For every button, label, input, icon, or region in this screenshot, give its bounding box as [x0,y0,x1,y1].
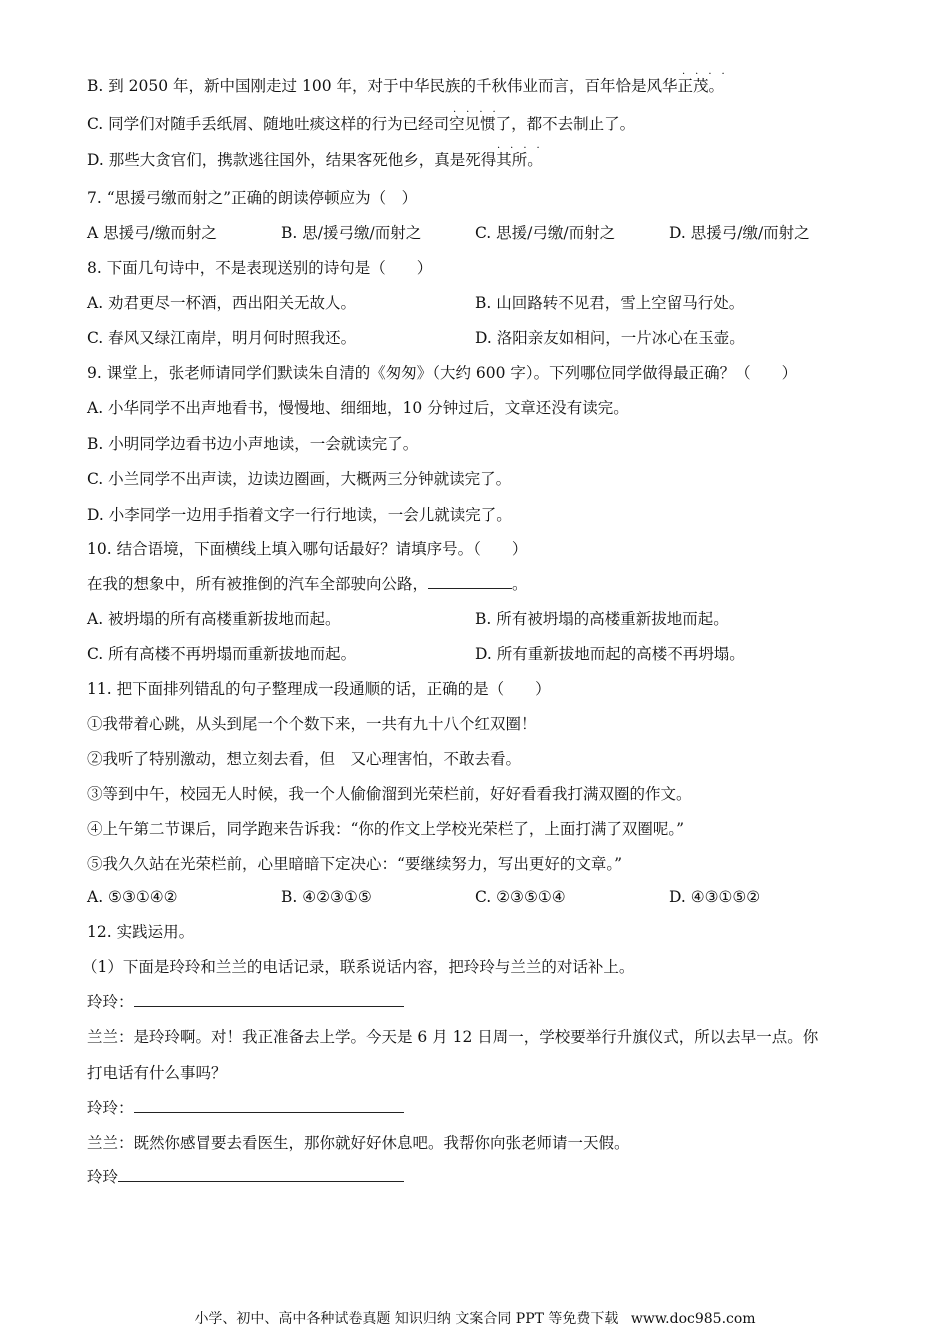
q7-option-c: C. 思援/弓缴/而射之 [475,224,616,242]
speaker-ling: 玲玲： [87,993,134,1011]
q10-option-d: D. 所有重新拔地而起的高楼不再坍塌。 [475,645,745,663]
q9-option-d: D. 小李同学一边用手指着文字一行行地读，一会儿就读完了。 [87,506,512,524]
dialog-lan-1a: 兰兰：是玲玲啊。对！我正准备去上学。今天是 6 月 12 日周一，学校要举行升旗仪式，所以去早一点。你 [87,1028,819,1046]
q9-option-a: A. 小华同学不出声地看书，慢慢地、细细地，10 分钟过后，文章还没有读完。 [87,399,629,417]
q7-option-b: B. 思/援弓缴/而射之 [281,224,422,242]
q10-context-end: 。 [512,575,528,593]
q10-context [87,573,528,595]
answer-blank[interactable] [428,573,512,589]
q8-stem: 8. 下面几句诗中，不是表现送别的诗句是（ ） [87,259,433,277]
q11-sentence-3: ③等到中午，校园无人时候，我一个人偷偷溜到光荣栏前，好好看看我打满双圈的作文。 [87,785,692,803]
q7-stem: 7. “思援弓缴而射之”正确的朗读停顿应为（ ） [87,189,418,207]
q6-option-c: C. 同学们对随手丢纸屑、随地吐痰这样的行为已经司空见惯了，都不去制止了。 [87,115,636,133]
q7-option-d: D. 思援弓/缴/而射之 [669,224,810,242]
q11-option-a: A. ⑤③①④② [87,888,178,906]
dialog-lan-1b: 打电话有什么事吗？ [87,1064,227,1082]
dialog-ling-3 [87,1166,404,1188]
page-footer [0,1308,950,1328]
q9-option-c: C. 小兰同学不出声读，边读边圈画，大概两三分钟就读完了。 [87,470,512,488]
q9-option-b: B. 小明同学边看书边小声地读，一会就读完了。 [87,435,419,453]
q10-option-b: B. 所有被坍塌的高楼重新拔地而起。 [475,610,729,628]
q10-option-c: C. 所有高楼不再坍塌而重新拔地而起。 [87,645,357,663]
answer-blank[interactable] [118,1166,404,1182]
q6-option-d: D. 那些大贪官们，携款逃往国外，结果客死他乡，真是死得其所。 [87,151,543,169]
emphasis-dots: ···· [497,143,550,154]
q12-stem: 12. 实践运用。 [87,923,195,941]
dialog-ling-2 [87,1097,404,1119]
q11-stem: 11. 把下面排列错乱的句子整理成一段通顺的话，正确的是（ ） [87,680,551,698]
answer-blank[interactable] [134,1097,404,1113]
q8-option-b: B. 山回路转不见君，雪上空留马行处。 [475,294,745,312]
q11-sentence-2: ②我听了特别激动，想立刻去看，但 又心理害怕，不敢去看。 [87,750,522,768]
answer-blank[interactable] [134,991,404,1007]
q10-context-text: 在我的想象中，所有被推倒的汽车全部驶向公路， [87,575,429,593]
dialog-ling-1 [87,991,404,1013]
q12-sub1: （1）下面是玲玲和兰兰的电话记录，联系说话内容，把玲玲与兰兰的对话补上。 [82,958,635,976]
q11-option-d: D. ④③①⑤② [669,888,761,906]
q8-option-c: C. 春风又绿江南岸，明月何时照我还。 [87,329,357,347]
dialog-lan-2: 兰兰：既然你感冒要去看医生，那你就好好休息吧。我帮你向张老师请一天假。 [87,1134,630,1152]
q7-option-a: A 思援弓/缴而射之 [87,224,217,242]
q11-option-b: B. ④②③①⑤ [281,888,372,906]
q8-option-a: A. 劝君更尽一杯酒，西出阳关无故人。 [87,294,357,312]
footer-url[interactable]: www.doc985.com [630,1311,756,1327]
speaker-ling: 玲玲： [87,1099,134,1117]
footer-text: 小学、初中、高中各种试卷真题 知识归纳 文案合同 PPT 等免费下载 [194,1311,619,1327]
q11-sentence-1: ①我带着心跳，从头到尾一个个数下来，一共有九十八个红双圈！ [87,715,537,733]
q11-option-c: C. ②③⑤①④ [475,888,566,906]
q11-sentence-5: ⑤我久久站在光荣栏前，心里暗暗下定决心：“要继续努力，写出更好的文章。” [87,855,623,873]
q6-option-b: B. 到 2050 年，新中国刚走过 100 年，对于中华民族的千秋伟业而言，百年恰是风华正茂。 [87,77,724,95]
q10-option-a: A. 被坍塌的所有高楼重新拔地而起。 [87,610,341,628]
q9-stem: 9. 课堂上，张老师请同学们默读朱自清的《匆匆》（大约 600 字）。下列哪位同学做得最正确？（ ） [87,364,798,382]
q10-stem: 10. 结合语境，下面横线上填入哪句话最好？请填序号。（ ） [87,540,528,558]
q11-sentence-4: ④上午第二节课后，同学跑来告诉我：“你的作文上学校光荣栏了，上面打满了双圈呢。” [87,820,685,838]
emphasis-dots: ···· [682,69,735,80]
speaker-ling: 玲玲 [87,1168,119,1186]
emphasis-dots: ···· [453,107,506,118]
q8-option-d: D. 洛阳亲友如相问，一片冰心在玉壶。 [475,329,745,347]
